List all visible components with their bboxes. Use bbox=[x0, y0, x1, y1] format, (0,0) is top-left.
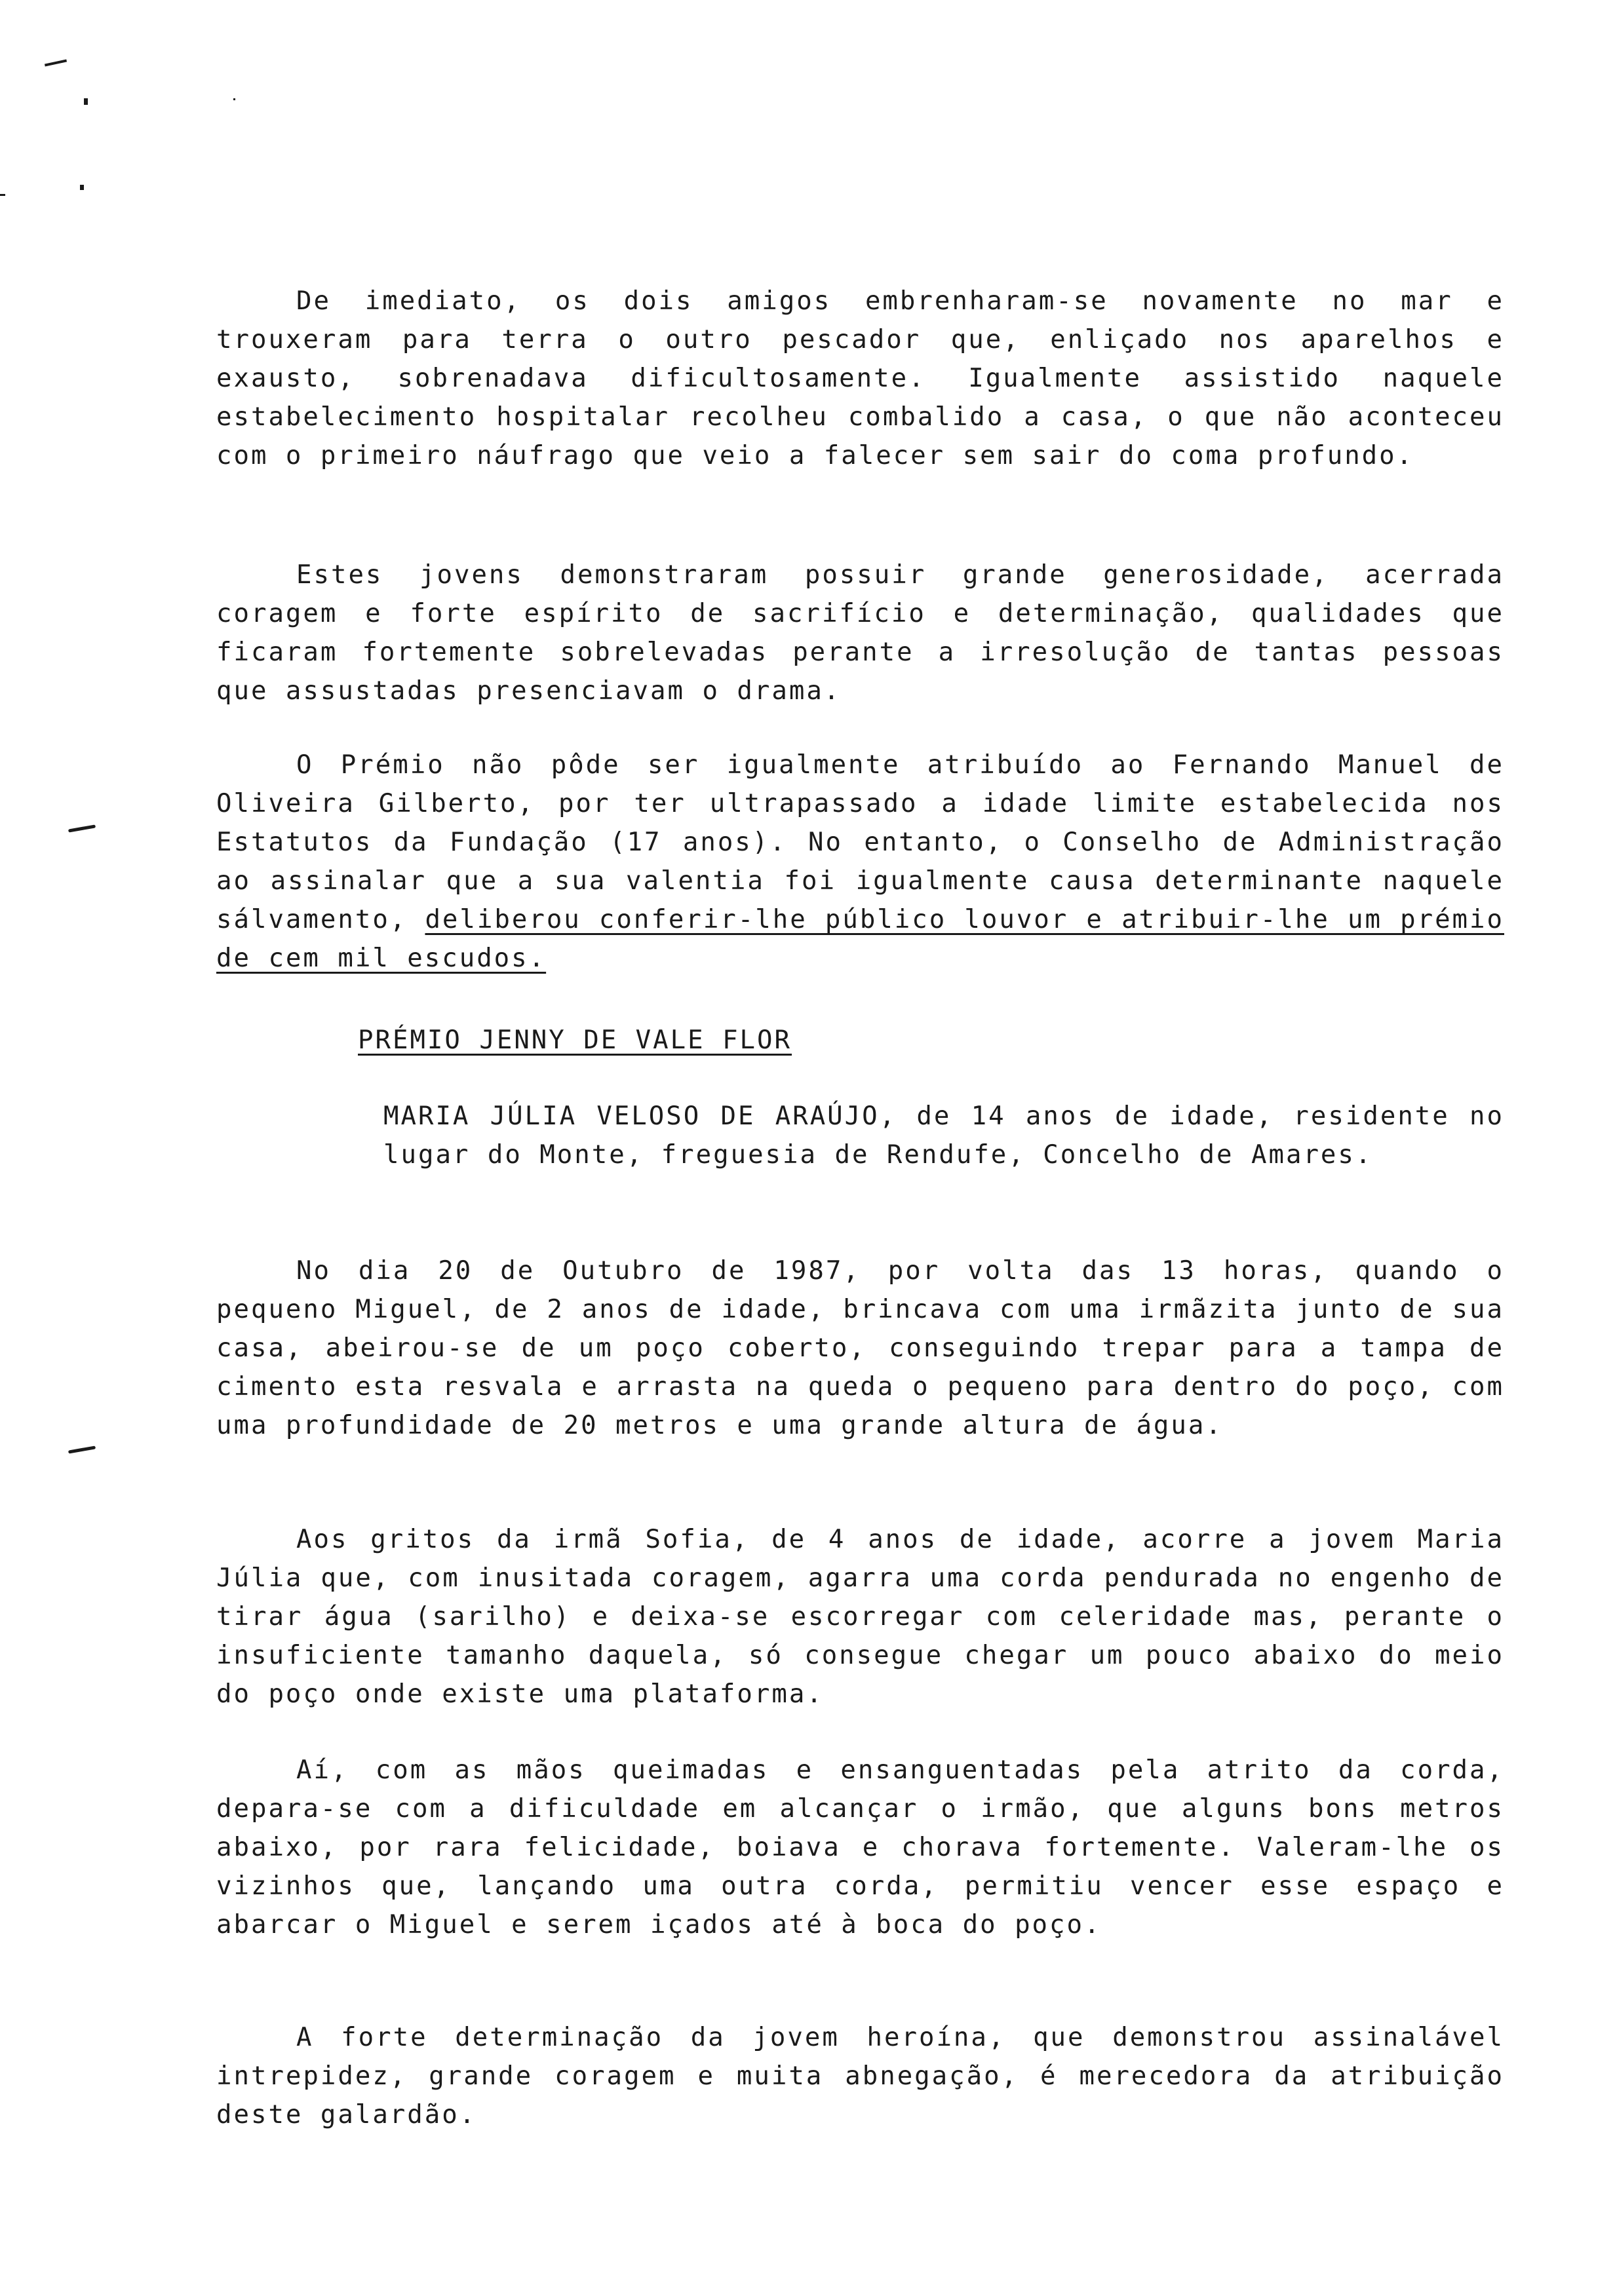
scan-mark bbox=[45, 60, 67, 67]
scan-mark bbox=[0, 194, 5, 196]
paragraph-youths-courage: Estes jovens demonstraram possuir grande generosidade, acerrada coragem e forte espírito de sacrifício e determinação, qualidades que ficaram fortemente sobrelevadas perante a irresolução de tantas pessoas que assustadas presenciavam o drama. bbox=[216, 560, 1504, 706]
paragraph-rescue: Aí, com as mãos queimadas e ensanguentadas pela atrito da corda, depara-se com a dificuldade em alcançar o irmão, que alguns bons metros abaixo, por rara felicidade, boiava e chorava fortemente. Valeram-lhe os vizinhos que, lançando uma outra corda, permitiu vencer esse espaço e abarcar o Miguel e serem içados até à boca do poço. bbox=[216, 1755, 1504, 1940]
paragraph-conclusion: A forte determinação da jovem heroína, que demonstrou assinalável intrepidez, grande coragem e muita abnegação, é merecedora da atribuição deste galardão. bbox=[216, 2023, 1504, 2130]
section-heading: PRÉMIO JENNY DE VALE FLOR bbox=[358, 1025, 792, 1055]
awardee-details: MARIA JÚLIA VELOSO DE ARAÚJO, de 14 anos de idade, residente no lugar do Monte, freguesia de Rendufe, Concelho de Amares. bbox=[383, 1101, 1504, 1170]
underlined-resolution-text: deliberou conferir-lhe público louvor e atribuir-lhe um prémio de cem mil escudos. bbox=[216, 905, 1504, 973]
paragraph-rescue-second-fisherman: De imediato, os dois amigos embrenharam-se novamente no mar e trouxeram para terra o outro pescador que, enliçado nos aparelhos e exausto, sobrenadava dificultosamente. Igualmente assistido naquele estabelecimento hospitalar recolheu combalido a casa, o que não aconteceu com o primeiro náufrago que veio a falecer sem sair do coma profundo. bbox=[216, 286, 1504, 470]
scan-mark bbox=[84, 98, 88, 105]
punch-hole-mark bbox=[68, 824, 96, 832]
punch-hole-mark bbox=[68, 1445, 96, 1453]
paragraph-descent: Aos gritos da irmã Sofia, de 4 anos de idade, acorre a jovem Maria Júlia que, com inusitada coragem, agarra uma corda pendurada no engenho de tirar água (sarilho) e deixa-se escorregar com celeridade mas, perante o insuficiente tamanho daquela, só consegue chegar um pouco abaixo do meio do poço onde existe uma plataforma. bbox=[216, 1525, 1504, 1709]
paragraph-text: O Prémio não pôde ser igualmente atribuído ao Fernando Manuel de Oliveira Gilberto, por ter ultrapassado a idade limite estabelecida nos Estatutos da Fundação (17 anos). No entanto, o Conselho de Administração ao assinalar que a sua valentia foi igualmente causa determinante naquele sálvamento, bbox=[216, 750, 1504, 934]
scan-mark bbox=[233, 98, 235, 100]
scan-mark bbox=[80, 185, 84, 190]
paragraph-incident: No dia 20 de Outubro de 1987, por volta das 13 horas, quando o pequeno Miguel, de 2 anos de idade, brincava com uma irmãzita junto de sua casa, abeirou-se de um poço coberto, conseguindo trepar para a tampa de cimento esta resvala e arrasta na queda o pequeno para dentro do poço, com uma profundidade de 20 metros e uma grande altura de água. bbox=[216, 1256, 1504, 1440]
paragraph-prize-exception bbox=[216, 746, 1504, 978]
